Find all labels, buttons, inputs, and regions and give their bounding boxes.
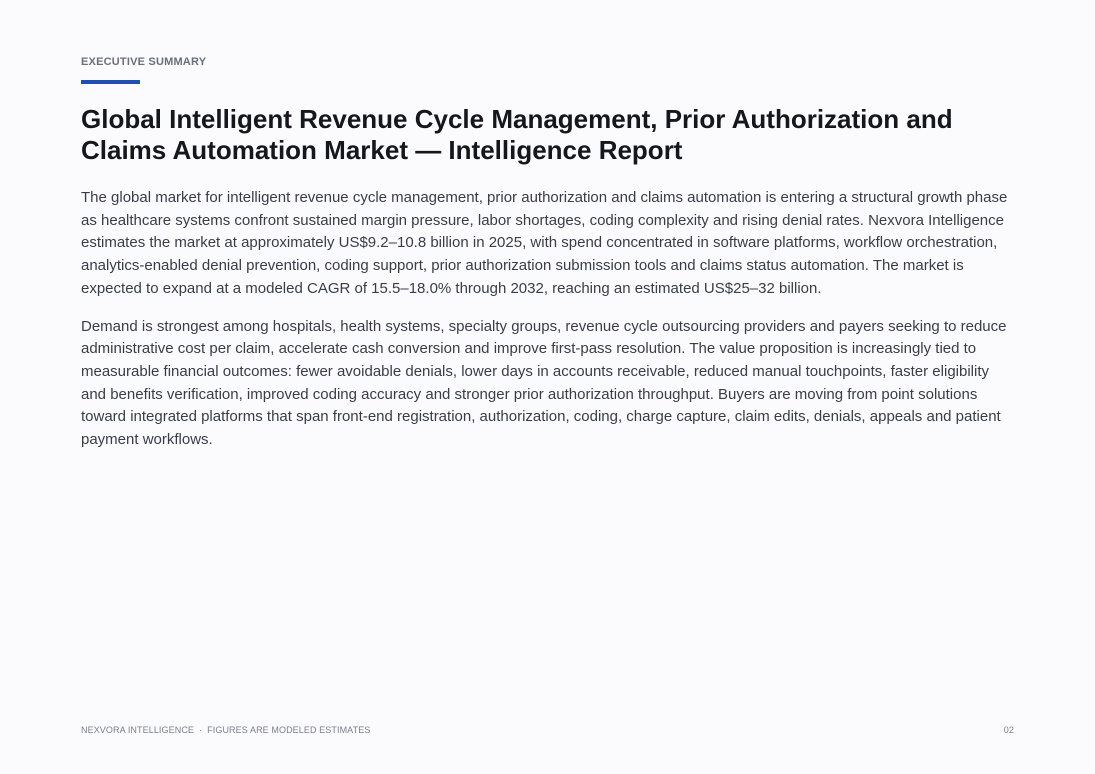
- section-accent-rule: [81, 80, 140, 84]
- report-page: [81, 0, 1014, 774]
- footer-separator: ·: [199, 725, 203, 735]
- footer-left: [81, 725, 370, 735]
- footer-brand: NEXVORA INTELLIGENCE: [81, 725, 195, 735]
- summary-body: [81, 187, 1014, 467]
- footer-note: FIGURES ARE MODELED ESTIMATES: [207, 725, 371, 735]
- page-number: 02: [1003, 725, 1014, 735]
- summary-paragraph-2: Demand is strongest among hospitals, health systems, specialty groups, revenue cycle outsourcing providers and payers seeking to reduce administrative cost per claim, accelerate cash conversion and improve first-pass resolution. The value proposition is increasingly tied to measurable financial outcomes: fewer avoidable denials, lower days in accounts receivable, reduced manual touchpoints, faster eligibility and benefits verification, improved coding accuracy and stronger prior authorization throughput. Buyers are moving from point solutions toward integrated platforms that span front-end registration, authorization, coding, charge capture, claim edits, denials, appeals and patient payment workflows.: [81, 317, 1007, 449]
- summary-paragraph-1: The global market for intelligent revenue cycle management, prior authorization and claims automation is entering a structural growth phase as healthcare systems confront sustained margin pressure, labor shortages, coding complexity and rising denial rates. Nexvora Intelligence estimates the market at approximately US$9.2–10.8 billion in 2025, with spend concentrated in software platforms, workflow orchestration, analytics-enabled denial prevention, coding support, prior authorization submission tools and claims status automation. The market is expected to expand at a modeled CAGR of 15.5–18.0% through 2032, reaching an estimated US$25–32 billion.: [81, 189, 1008, 297]
- section-label: EXECUTIVE SUMMARY: [81, 56, 207, 68]
- page-title: Global Intelligent Revenue Cycle Management, Prior Authorization and Claims Automation Market — Intelligence Report: [81, 104, 953, 165]
